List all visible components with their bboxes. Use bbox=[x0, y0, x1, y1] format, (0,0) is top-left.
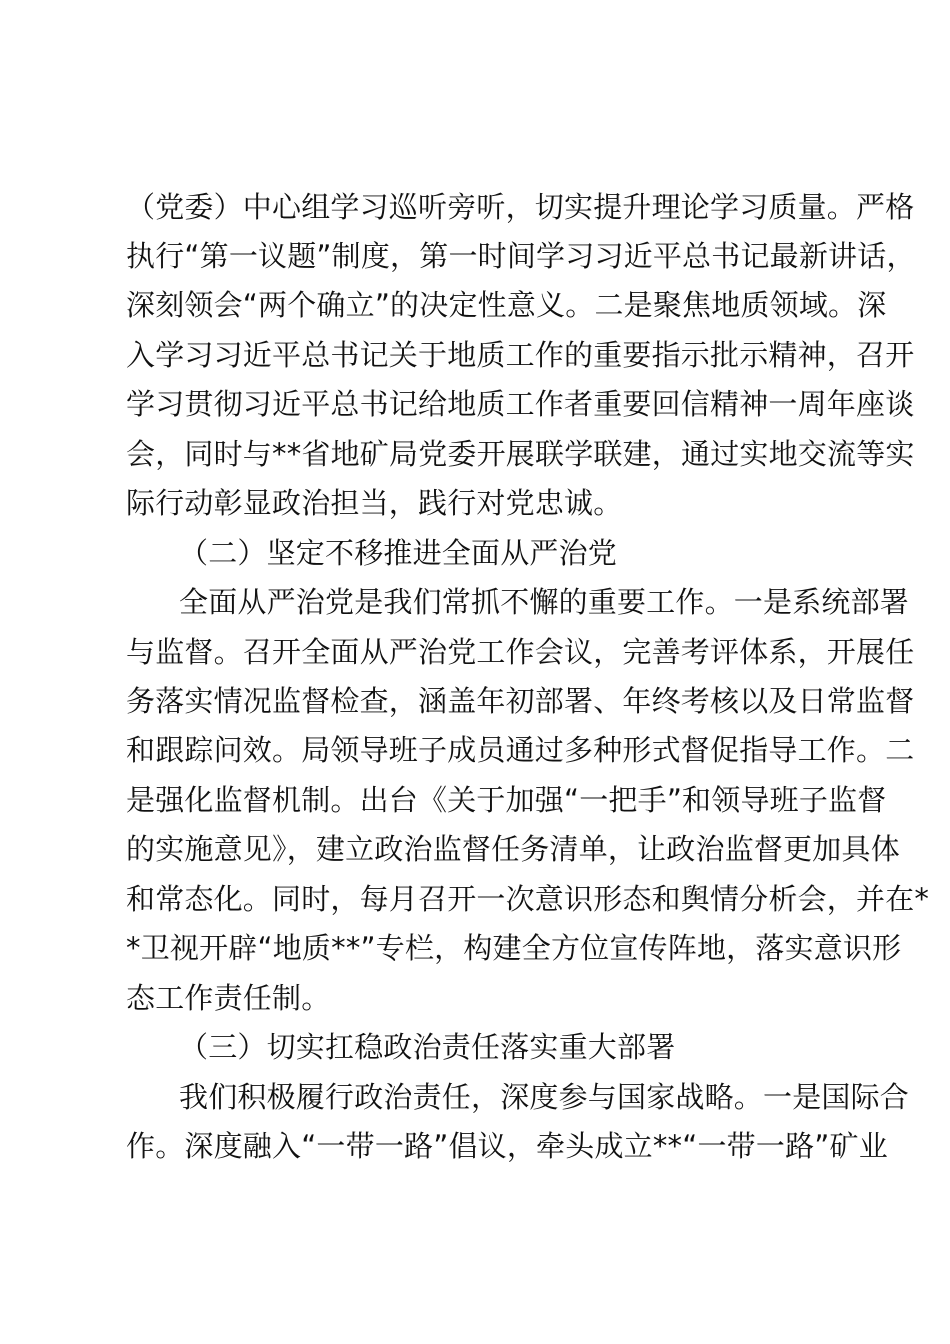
body-text-line: 作。深度融入“一带一路”倡议，牵头成立**“一带一路”矿业 bbox=[126, 1129, 888, 1163]
section-heading: （二）坚定不移推进全面从严治党 bbox=[179, 536, 618, 570]
body-text-line: 的实施意见》，建立政治监督任务清单，让政治监督更加具体 bbox=[126, 832, 900, 866]
section-heading: （三）切实扛稳政治责任落实重大部署 bbox=[179, 1030, 676, 1064]
body-text-line: 会，同时与**省地矿局党委开展联学联建，通过实地交流等实 bbox=[126, 437, 915, 471]
body-text-line: 学习贯彻习近平总书记给地质工作者重要回信精神一周年座谈 bbox=[126, 387, 915, 421]
body-text-line: 和常态化。同时，每月召开一次意识形态和舆情分析会，并在* bbox=[126, 882, 930, 916]
body-text-line: 务落实情况监督检查，涵盖年初部署、年终考核以及日常监督 bbox=[126, 684, 915, 718]
body-text-line: *卫视开辟“地质**”专栏，构建全方位宣传阵地，落实意识形 bbox=[126, 931, 902, 965]
body-text-line: 深刻领会“两个确立”的决定性意义。二是聚焦地质领域。深 bbox=[126, 288, 887, 322]
paragraph-first-line: 全面从严治党是我们常抓不懈的重要工作。一是系统部署 bbox=[179, 585, 910, 619]
body-text-line: 是强化监督机制。出台《关于加强“一把手”和领导班子监督 bbox=[126, 783, 887, 817]
body-text-line: （党委）中心组学习巡听旁听，切实提升理论学习质量。严格 bbox=[126, 190, 915, 224]
body-text-line: 和跟踪问效。局领导班子成员通过多种形式督促指导工作。二 bbox=[126, 733, 915, 767]
paragraph-first-line: 我们积极履行政治责任，深度参与国家战略。一是国际合 bbox=[179, 1080, 910, 1114]
body-text-line: 际行动彰显政治担当，践行对党忠诚。 bbox=[126, 486, 623, 520]
body-text-line: 态工作责任制。 bbox=[126, 981, 331, 1015]
body-text-line: 入学习习近平总书记关于地质工作的重要指示批示精神，召开 bbox=[126, 338, 915, 372]
body-text-line: 执行“第一议题”制度，第一时间学习习近平总书记最新讲话， bbox=[126, 239, 916, 273]
body-text-line: 与监督。召开全面从严治党工作会议，完善考评体系，开展任 bbox=[126, 635, 915, 669]
